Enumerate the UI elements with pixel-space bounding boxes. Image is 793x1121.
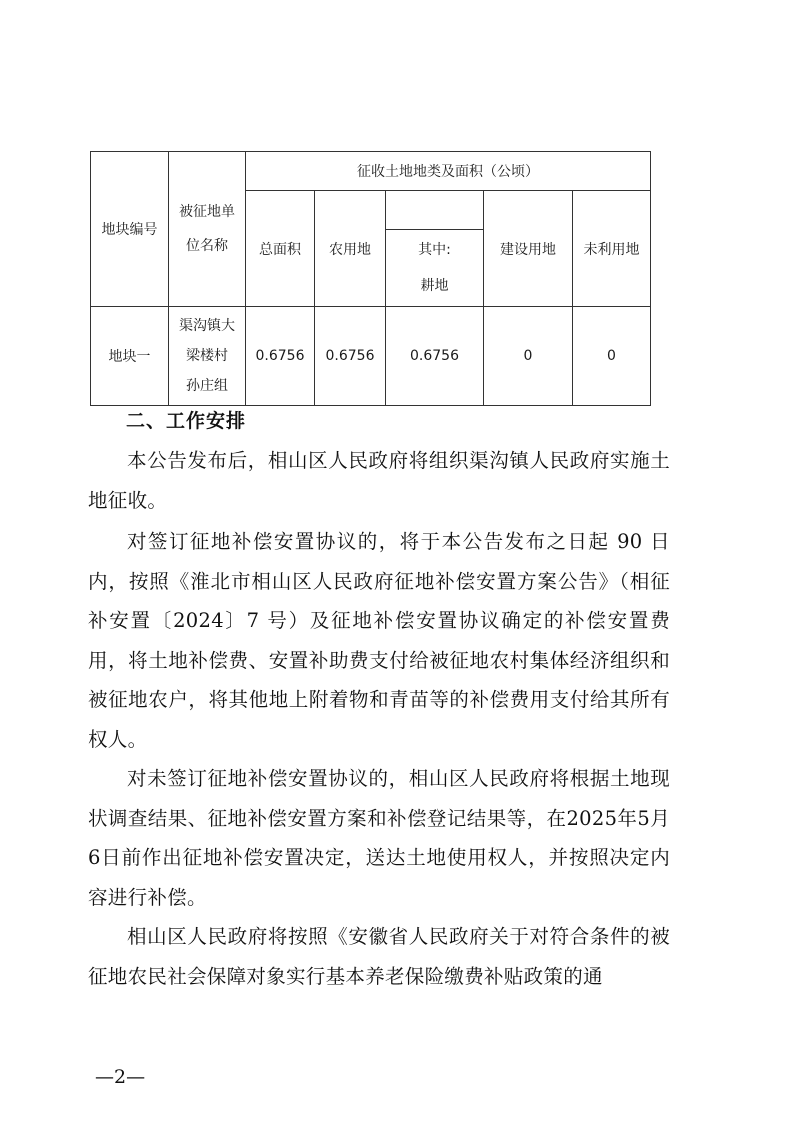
header-cultivated-line2: 耕地 (420, 278, 449, 294)
paragraph-1: 本公告发布后，相山区人民政府将组织渠沟镇人民政府实施土地征收。 (88, 449, 670, 512)
header-agricultural: 农用地 (315, 191, 386, 307)
cell-cultivated: 0.6756 (386, 307, 484, 406)
cell-construction: 0 (484, 307, 573, 406)
land-acquisition-table (90, 151, 651, 406)
page-number: —2— (95, 1066, 146, 1088)
header-cultivated (386, 230, 484, 307)
section-heading: 二、工作安排 (126, 410, 247, 432)
cell-agricultural: 0.6756 (315, 307, 386, 406)
header-land-type-group: 征收土地地类及面积（公顷） (246, 152, 651, 191)
cell-unused: 0 (573, 307, 651, 406)
header-plot-id: 地块编号 (91, 152, 169, 307)
cell-unit-line3: 孙庄组 (186, 378, 228, 394)
cell-plot-id: 地块一 (91, 307, 169, 406)
table-row (91, 307, 651, 406)
cell-unit-line2: 梁楼村 (186, 348, 228, 364)
header-unit-name (169, 152, 246, 307)
paragraph-3: 对未签订征地补偿安置协议的，相山区人民政府将根据土地现状调查结果、征地补偿安置方案和补偿登记结果等，在2025年5月6日前作出征地补偿安置决定，送达土地使用权人，并按照决定内容进行补偿。 (88, 767, 670, 909)
paragraph-4: 相山区人民政府将按照《安徽省人民政府关于对符合条件的被征地农民社会保障对象实行基本养老保险缴费补贴政策的通 (88, 925, 670, 988)
header-total-area: 总面积 (246, 191, 315, 307)
cell-unit-name (169, 307, 246, 406)
paragraph-2: 对签订征地补偿安置协议的，将于本公告发布之日起 90 日内，按照《淮北市相山区人民政府征地补偿安置方案公告》（相征补安置〔2024〕7 号）及征地补偿安置协议确定的补偿安置费用，将土地补偿费、安置补助费支付给被征地农村集体经济组织和被征地农户，将其他地上附着物和青苗等的补偿费用支付给其所有权人。 (88, 530, 670, 751)
cell-total-area: 0.6756 (246, 307, 315, 406)
header-construction: 建设用地 (484, 191, 573, 307)
header-unit-name-line1: 被征地单 (179, 204, 235, 220)
header-cultivated-line1: 其中: (418, 242, 451, 258)
header-cultivated-top-cell (386, 191, 484, 230)
cell-unit-line1: 渠沟镇大 (179, 318, 235, 334)
header-unit-name-line2: 位名称 (186, 238, 228, 254)
header-unused: 未利用地 (573, 191, 651, 307)
